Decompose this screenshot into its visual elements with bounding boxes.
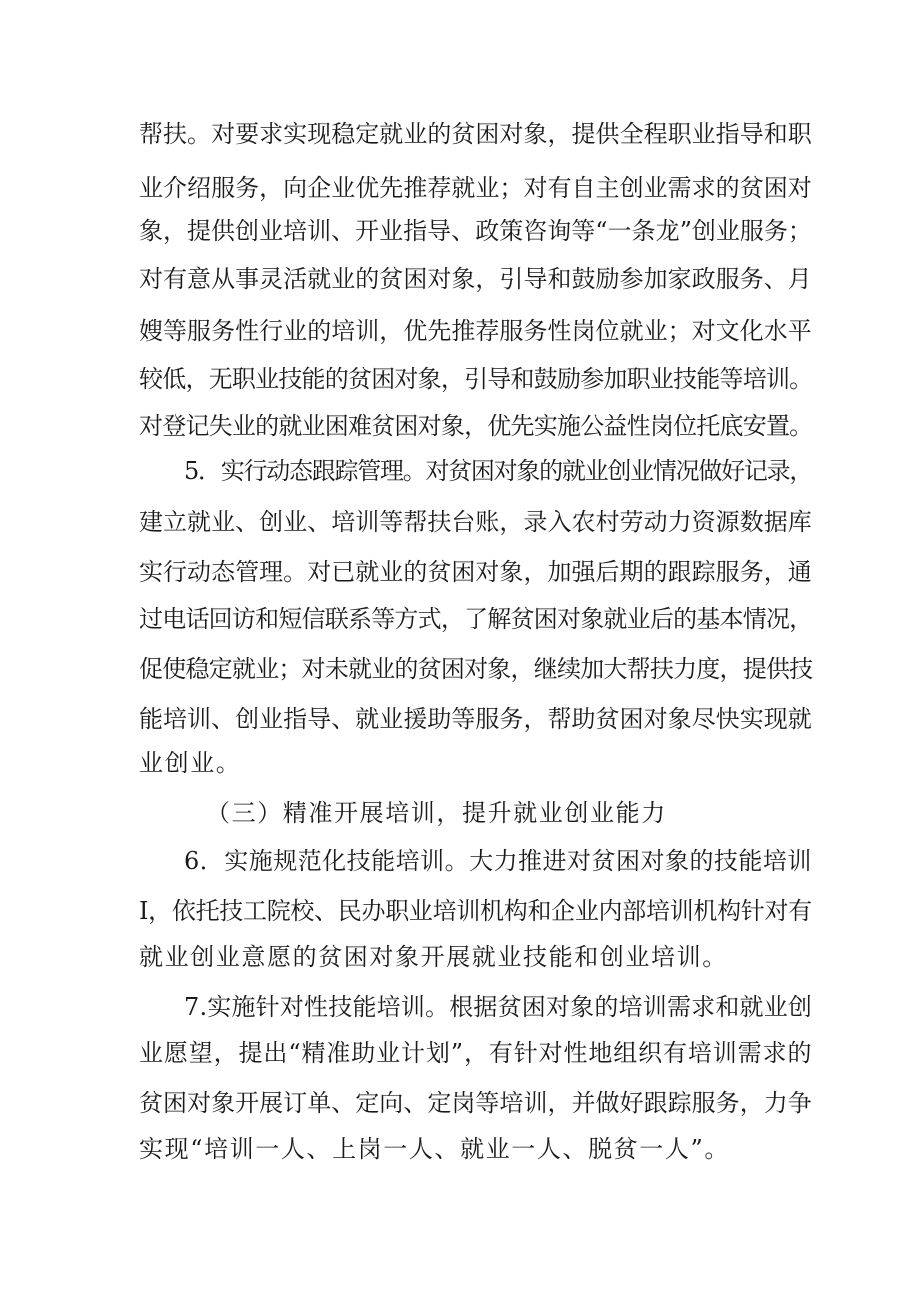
paragraph-line: 业创业。 (139, 749, 242, 777)
paragraph-line: 帮扶。对要求实现稳定就业的贫困对象，提供全程职业指导和职 (139, 120, 812, 148)
section-heading: （三）精准开展培训，提升就业创业能力 (206, 799, 667, 827)
paragraph-line: 对有意从事灵活就业的贫困对象，引导和鼓励参加家政服务、月 (139, 265, 812, 293)
paragraph-line: 业愿望，提出“精准助业计划”，有针对性地组织有培训需求的 (139, 1039, 813, 1067)
paragraph-line: 实行动态管理。对已就业的贫困对象，加强后期的跟踪服务，通 (139, 558, 812, 586)
paragraph-line: 5．实行动态跟踪管理。对贫困对象的就业创业情况做好记录， (184, 457, 813, 485)
paragraph-line: 业介绍服务，向企业优先推荐就业；对有自主创业需求的贫困对 (139, 174, 812, 202)
paragraph-line: 贫困对象开展订单、定向、定岗等培训，并做好跟踪服务，力争 (139, 1089, 812, 1117)
paragraph-line: 能培训、创业指导、就业援助等服务，帮助贫困对象尽快实现就 (139, 705, 812, 733)
paragraph-line: 嫂等服务性行业的培训，优先推荐服务性岗位就业；对文化水平 (139, 317, 812, 345)
paragraph-line: 促使稳定就业；对未就业的贫困对象，继续加大帮扶力度，提供技 (139, 655, 813, 683)
paragraph-line: 建立就业、创业、培训等帮扶台账，录入农村劳动力资源数据库 (139, 508, 812, 536)
paragraph-line: 就业创业意愿的贫困对象开展就业技能和创业培训。 (139, 943, 728, 971)
paragraph-line: 较低，无职业技能的贫困对象，引导和鼓励参加职业技能等培训。 (139, 365, 813, 393)
paragraph-line: 对登记失业的就业困难贫困对象，优先实施公益性岗位托底安置。 (139, 412, 813, 440)
paragraph-line: 6．实施规范化技能培训。大力推进对贫困对象的技能培训 (184, 847, 812, 875)
paragraph-line: 7.实施针对性技能培训。根据贫困对象的培训需求和就业创 (184, 993, 813, 1021)
paragraph-line: 过电话回访和短信联系等方式，了解贫困对象就业后的基本情况， (139, 605, 813, 633)
paragraph-line: 实现“培训一人、上岗一人、就业一人、脱贫一人”。 (139, 1135, 730, 1163)
paragraph-line: I，依托技工院校、民办职业培训机构和企业内部培训机构针对有 (139, 897, 812, 925)
paragraph-line: 象，提供创业培训、开业指导、政策咨询等“一条龙”创业服务； (139, 217, 812, 245)
